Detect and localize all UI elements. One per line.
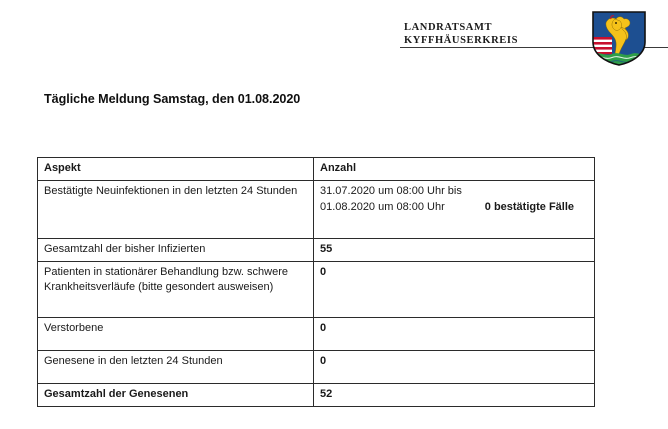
table-row	[38, 383, 595, 406]
row-value-deceased: 0	[314, 317, 595, 350]
row-value-total-infected: 55	[314, 239, 595, 262]
table-row	[38, 350, 595, 383]
organization-line-1: LANDRATSAMT	[404, 22, 493, 33]
organization-line-2: KYFFHÄUSERKREIS	[404, 34, 519, 46]
row-label-total-infected: Gesamtzahl der bisher Infizierten	[38, 239, 314, 262]
row-value-hospitalized: 0	[314, 261, 595, 317]
confirmed-cases-text: 0 bestätigte Fälle	[484, 200, 575, 213]
reporting-range-start: 31.07.2020 um 08:00 Uhr bis	[320, 185, 462, 197]
table-row	[38, 317, 595, 350]
row-label-deceased: Verstorbene	[38, 317, 314, 350]
table-row	[38, 181, 595, 239]
row-label-recovered-24h: Genesene in den letzten 24 Stunden	[38, 350, 314, 383]
row-value-recovered-24h: 0	[314, 350, 595, 383]
table-header-row	[38, 158, 595, 181]
coat-of-arms-icon	[591, 10, 647, 66]
row-label-total-recovered: Gesamtzahl der Genesenen	[38, 383, 314, 406]
daily-report-table	[37, 157, 595, 407]
letterhead	[0, 0, 668, 78]
row-label-new-infections: Bestätigte Neuinfektionen in den letzten 24 Stunden	[38, 181, 314, 239]
table-row	[38, 261, 595, 317]
column-header-count: Anzahl	[314, 158, 595, 181]
table-row	[38, 239, 595, 262]
organization-name	[404, 22, 518, 47]
row-value-total-recovered: 52	[314, 383, 595, 406]
row-value-new-infections	[314, 181, 595, 239]
reporting-range-end: 01.08.2020 um 08:00 Uhr	[320, 200, 445, 213]
row-label-hospitalized: Patienten in stationärer Behandlung bzw. schwere Krankheitsverläufe (bitte gesondert ausweisen)	[38, 261, 314, 317]
page-title: Tägliche Meldung Samstag, den 01.08.2020	[44, 92, 301, 106]
column-header-aspect: Aspekt	[38, 158, 314, 181]
